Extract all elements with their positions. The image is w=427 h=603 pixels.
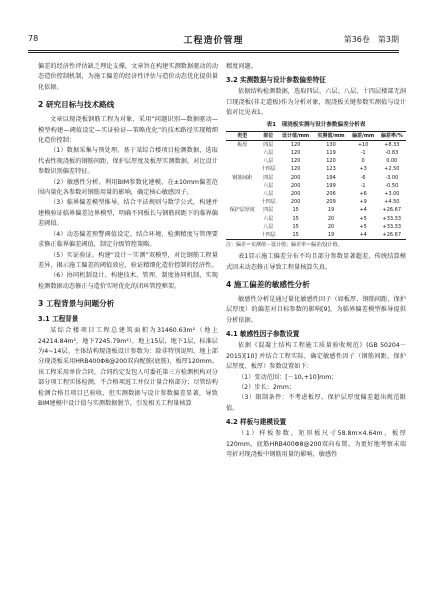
paragraph: 偏差的经济性评估缺乏理论支撑。文章旨在构建实测数据驱动的动态造价控制机制，为施工偏差的经济性评估与造价动态优化提供量化依据。 (38, 63, 218, 91)
table-cell: 15 (292, 215, 299, 222)
table-cell: +9 (359, 199, 367, 206)
table-cell: 123 (326, 166, 336, 173)
table-cell: 0 (361, 158, 365, 165)
table-cell (226, 190, 258, 198)
paragraph: 某综合楼项目工程总建筑面积为31460.63m²（地上24214.84m²，地下7245.79m²），地上15层，地下1层，标准层为4~14层。主体结构现浇板设计参数为：除非特别说明，地上部分现浇板采用HRB400Φ8@200双向配筋(底筋)，板厚120mm。该工程采用单价合同，合同约定发包人可委托第三方检测机构对分部分项工程实体检测，不合格项返工并仅计量合格部分；尽管结构检测合格且项目已验收，但实测数据与设计参数偏差显著，导致BIM建模中设计值与实测数据脱节，引发相关工程量核算 (38, 327, 218, 407)
column-header: 偏差率/% (378, 131, 406, 140)
table-row (226, 165, 406, 173)
paragraph: 精度问题。 (226, 63, 257, 70)
page-number: 78 (28, 34, 39, 43)
journal-title: 工程造价管理 (183, 36, 244, 46)
table-row (226, 198, 406, 206)
table-cell: 120 (290, 166, 301, 173)
paragraph: （6）协同机制设计。构建技术、管理、制度协同机制，实现检测数据动态修正与造价实时优化的闭环管控框架。 (38, 272, 218, 290)
column-header: 偏差/mm (349, 131, 378, 140)
table-cell: +3.00 (384, 191, 400, 198)
table-cell: 六层 (263, 150, 274, 157)
table-cell: 120 (290, 158, 301, 165)
table-cell: 15 (292, 207, 299, 214)
table-cell: 200 (290, 191, 301, 198)
table-cell: 八层 (263, 191, 274, 198)
table-cell: 四层 (263, 174, 274, 181)
table-cell: 209 (326, 199, 336, 206)
issue-info: 第36卷 第3期 (343, 35, 399, 44)
table-cell: +6 (359, 191, 367, 198)
table-cell: +10 (357, 141, 369, 148)
table-cell: +4 (359, 207, 367, 214)
table-cell: +26.67 (382, 207, 402, 214)
table-cell: 八层 (263, 223, 274, 230)
paragraph: 表1显示施工偏差分布不均且部分参数显著超差，传统结算模式因未动态修正导致工程量核算失真。 (226, 253, 406, 271)
table-cell: 120 (326, 158, 336, 165)
header-rule-thin (28, 52, 399, 53)
table-cell: 15 (278, 231, 313, 240)
table-row (226, 140, 406, 149)
table-cell: 130 (326, 141, 336, 148)
table-cell: 十四层 (260, 166, 276, 173)
right-column (226, 62, 406, 460)
table-cell: 四层 (263, 141, 274, 148)
table-cell: 六层 (263, 182, 274, 189)
table-row (226, 157, 406, 165)
paragraph: （2）步长：2mm； (238, 383, 296, 391)
table-cell: +5 (359, 215, 367, 222)
table-cell: 200 (290, 199, 301, 206)
table-cell (226, 215, 258, 223)
table-cell: 十四层 (258, 231, 277, 240)
column-header: 设计值/mm (278, 131, 313, 140)
paragraph: 依据《混凝土结构工程施工质量验收规范》(GB 50204－2015)[10] 并结合工程实际，确定敏感性因子（钢筋间距、保护层厚度、板厚）参数设置如下： (226, 342, 406, 371)
table-cell: +4.50 (384, 199, 400, 206)
table-cell: 199 (326, 182, 336, 189)
column-header: 类型 (226, 131, 258, 140)
paragraph: （3）限制条件：不考虑板厚、保护层厚度偏差超出规范限值。 (226, 394, 406, 412)
subsection-heading: 4.1 敏感性因子参数设置 (226, 330, 300, 339)
table-row (226, 206, 406, 214)
table-row (226, 182, 406, 190)
section-heading: 3 工程背景与问题分析 (38, 299, 115, 309)
table-row (226, 174, 406, 182)
table-cell: 200 (290, 174, 301, 181)
table-row (226, 190, 406, 198)
table-cell: 20 (327, 223, 335, 230)
column-header: 实测值/mm (313, 131, 348, 140)
table-cell: +2.50 (384, 166, 400, 173)
paragraph: （1）样板参数。矩形板尺寸58.8m×4.64m，板厚120mm，底筋HRB400Φ8@200双向布置。为更好地考察末端弯折对现浇板中钢筋用量的影响，敏感性 (226, 430, 406, 458)
table-cell: 六层 (263, 215, 274, 222)
paragraph: （1）数据采集与预处理。基于某综合楼项目检测数据，选取代表性现浇板的钢筋间距、保护层厚度及板厚实测数据，对比设计参数识别偏差特征。 (38, 147, 218, 176)
table-cell: 206 (326, 191, 336, 198)
table-row (226, 149, 406, 157)
left-column (38, 62, 218, 409)
table-cell: +4 (349, 231, 378, 240)
table-cell: 八层 (263, 158, 274, 165)
table-cell: +5 (359, 223, 367, 230)
table-cell (226, 198, 258, 206)
table-cell: 19 (327, 207, 335, 214)
subsection-heading: 3.1 工程背景 (38, 315, 79, 324)
table-cell: -1 (360, 150, 366, 157)
table-cell: 四层 (263, 207, 274, 214)
table-cell: 保护层厚度 (229, 207, 255, 214)
table-row (226, 223, 406, 231)
column-header: 部位 (258, 131, 277, 140)
table-cell: 120 (290, 150, 301, 157)
table-cell: -1 (360, 182, 366, 189)
deviation-table (226, 131, 406, 241)
subsection-heading: 3.2 实测数据与设计参数偏差特征 (226, 76, 326, 85)
table-cell (226, 223, 258, 231)
table-cell (226, 231, 258, 240)
table-cell: 119 (326, 150, 336, 157)
paragraph: 敏感性分析是通过量化敏感性因子（如板厚、钢筋间距、保护层厚度）的偏差对目标参数的影响[9]，为临界偏差模型推导提供分析依据。 (226, 296, 406, 324)
paragraph: （3）临界偏差模型推导。结合平法规则与数学公式，构建并建模验证临界偏差边界模型，明确不同板长与钢筋间距下的临界偏差阈值。 (38, 199, 218, 228)
table-cell: 20 (327, 215, 335, 222)
section-heading: 2 研究目标与技术路线 (38, 100, 115, 110)
table-cell (226, 149, 258, 157)
table-row (226, 215, 406, 223)
table-cell: 板厚 (237, 141, 248, 148)
paragraph: （1）变动范围：[－10,+10]mm； (238, 373, 338, 381)
table-cell: +26.67 (378, 231, 406, 240)
table-cell: 120 (290, 141, 301, 148)
table-cell: 十四层 (260, 199, 276, 206)
paragraph: 文章以现浇板钢筋工程为对象，采用“问题识别—数据驱动—模型构建—阈值设定—实证验证—策略优化”的技术路径实现精细化造价控制： (38, 116, 218, 145)
page-header (28, 32, 399, 48)
paragraph: （2）敏感性分析。利用BIM参数化建模，在±10mm偏差范围内量化各参数对钢筋用量的影响，确定核心敏感因子。 (38, 178, 218, 197)
table-title: 表1 现浇板实测与设计参数偏差分析表 (266, 121, 366, 128)
table-cell (226, 165, 258, 173)
table-cell: -6 (360, 174, 366, 181)
table-cell: 0.00 (386, 158, 398, 165)
table-cell: 15 (292, 223, 299, 230)
table-cell: +3 (359, 166, 367, 173)
subsection-heading: 4.2 样板与建模设置 (226, 418, 287, 427)
table-header-row (226, 131, 406, 140)
table-cell: 钢筋间距 (232, 174, 253, 181)
table-cell: -0.50 (385, 182, 399, 189)
table-cell: +8.33 (384, 141, 400, 148)
table-cell: 194 (326, 174, 336, 181)
header-rule (28, 50, 399, 51)
paragraph: 依据结构检测数据，选取四层、六层、八层、十四层楼部无洞口现浇板(非走道板)作为分析对象，现浇板关键参数实测值与设计值对比见表1。 (226, 88, 406, 117)
table-cell (226, 157, 258, 165)
table-cell: -0.83 (385, 150, 399, 157)
table-cell: +33.33 (382, 223, 402, 230)
table-cell (226, 182, 258, 190)
table-cell: 19 (313, 231, 348, 240)
table-cell: -3.00 (385, 174, 399, 181)
table-note: 注：偏差＝实测值－设计值；偏差率＝偏差/设计值。 (226, 242, 343, 249)
section-heading: 4 施工偏差的敏感性分析 (226, 280, 310, 290)
paragraph: （5）实证验证。构建“设计－实测”双模型，对比钢筋工程量差异，揭示施工偏差的阈值效应，验证精细化造价控制的经济性。 (38, 251, 218, 269)
table-cell: +33.33 (382, 215, 402, 222)
table-cell: 200 (290, 182, 301, 189)
table-row (226, 231, 406, 240)
paragraph: （4）动态偏差预警阈值设定。结合环境、检测精度与管理要求修正临界偏差阈值，制定分级管控策略。 (38, 230, 218, 249)
